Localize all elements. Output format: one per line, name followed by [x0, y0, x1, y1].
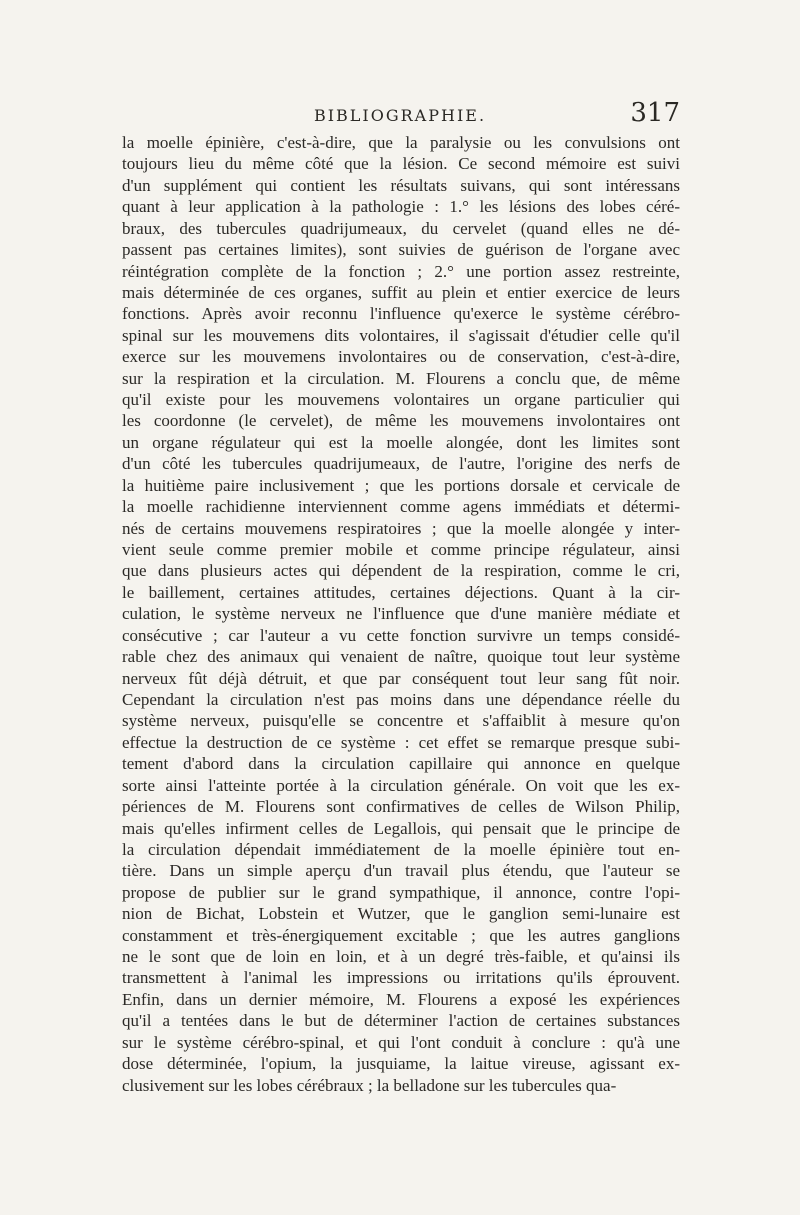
text-line: Cependant la circulation n'est pas moins dans une dépendance réelle du	[122, 689, 680, 709]
text-line: ne le sont que de loin en loin, et à un degré très-faible, et qu'ainsi ils	[122, 947, 680, 967]
text-line: réintégration complète de la fonction ; 2.° une portion assez restreinte,	[122, 261, 680, 281]
text-line: passent pas certaines limites), sont suivies de guérison de l'organe avec	[122, 240, 680, 260]
text-line: fonctions. Après avoir reconnu l'influence qu'exerce le système cérébro-	[122, 304, 680, 324]
text-line: clusivement sur les lobes cérébraux ; la belladone sur les tubercules qua-	[122, 1075, 617, 1095]
text-line: nion de Bichat, Lobstein et Wutzer, que le ganglion semi-lunaire est	[122, 904, 680, 924]
text-line: nerveux fût déjà détruit, et que par conséquent tout leur sang fût noir.	[122, 668, 680, 688]
text-line: tière. Dans un simple aperçu d'un travail plus étendu, que l'auteur se	[122, 861, 680, 881]
text-line: la moelle rachidienne interviennent comme agens immédiats et détermi-	[122, 497, 680, 517]
text-line: la huitième paire inclusivement ; que les portions dorsale et cervicale de	[122, 475, 680, 495]
text-line: d'un supplément qui contient les résultats suivans, qui sont intéressans	[122, 175, 680, 195]
text-line: effectue la destruction de ce système : cet effet se remarque presque subi-	[122, 732, 680, 752]
text-line: propose de publier sur le grand sympathique, il annonce, contre l'opi-	[122, 882, 680, 902]
text-line: d'un côté les tubercules quadrijumeaux, de l'autre, l'origine des nerfs de	[122, 454, 680, 474]
text-line: sorte ainsi l'atteinte portée à la circulation générale. On voit que les ex-	[122, 775, 680, 795]
text-line: un organe régulateur qui est la moelle alongée, dont les limites sont	[122, 432, 680, 452]
text-line: que dans plusieurs actes qui dépendent de la respiration, comme le cri,	[122, 561, 680, 581]
text-line: périences de M. Flourens sont confirmatives de celles de Wilson Philip,	[122, 797, 680, 817]
text-line: système nerveux, puisqu'elle se concentre et s'affaiblit à mesure qu'on	[122, 711, 680, 731]
running-title: BIBLIOGRAPHIE.	[313, 106, 487, 125]
text-line: rable chez des animaux qui venaient de naître, quoique tout leur système	[122, 647, 680, 667]
text-line: mais qu'elles infirment celles de Legallois, qui pensait que le principe de	[122, 818, 680, 838]
text-line: quant à leur application à la pathologie : 1.° les lésions des lobes céré-	[122, 197, 680, 217]
text-line: qu'il existe pour les mouvemens volontaires un organe particulier qui	[122, 390, 680, 410]
text-line: le baillement, certaines attitudes, certaines déjections. Quant à la cir-	[122, 582, 680, 602]
text-line: qu'il a tentées dans le but de déterminer l'action de certaines substances	[122, 1011, 680, 1031]
text-line: mais déterminée de ces organes, suffit au plein et entier exercice de leurs	[122, 282, 680, 302]
running-head	[120, 98, 680, 134]
text-line: culation, le système nerveux ne l'influence que d'une manière médiate et	[122, 604, 680, 624]
text-line: transmettent à l'animal les impressions ou irritations qu'ils éprouvent.	[122, 968, 680, 988]
text-line: braux, des tubercules quadrijumeaux, du cervelet (quand elles ne dé-	[122, 218, 680, 238]
text-line: tement d'abord dans la circulation capillaire qui annonce en quelque	[122, 754, 680, 774]
text-line: vient seule comme premier mobile et comme principe régulateur, ainsi	[122, 540, 680, 560]
text-line: dose déterminée, l'opium, la jusquiame, la laitue vireuse, agissant ex-	[122, 1054, 680, 1074]
text-line: la moelle épinière, c'est-à-dire, que la paralysie ou les convulsions ont	[122, 133, 680, 152]
text-line: les coordonne (le cervelet), de même les mouvemens involontaires ont	[122, 411, 680, 431]
text-line: consécutive ; car l'auteur a vu cette fonction survivre un temps considé-	[122, 625, 680, 645]
body-text	[122, 132, 680, 1096]
text-line: exerce sur les mouvemens involontaires ou de conservation, c'est-à-dire,	[122, 347, 680, 367]
text-line: toujours lieu du même côté que la lésion. Ce second mémoire est suivi	[122, 154, 680, 174]
text-line: la circulation dépendait immédiatement de la moelle épinière tout en-	[122, 839, 680, 859]
text-line: Enfin, dans un dernier mémoire, M. Flourens a exposé les expériences	[122, 989, 680, 1009]
text-line: nés de certains mouvemens respiratoires ; que la moelle alongée y inter-	[122, 518, 680, 538]
text-line: spinal sur les mouvemens dits volontaires, il s'agissait d'étudier celle qu'il	[122, 325, 680, 345]
text-line: sur le système cérébro-spinal, et qui l'ont conduit à conclure : qu'à une	[122, 1032, 680, 1052]
page-number: 317	[630, 98, 680, 128]
text-line: constamment et très-énergiquement excitable ; que les autres ganglions	[122, 925, 680, 945]
text-line: sur la respiration et la circulation. M. Flourens a conclu que, de même	[122, 368, 680, 388]
